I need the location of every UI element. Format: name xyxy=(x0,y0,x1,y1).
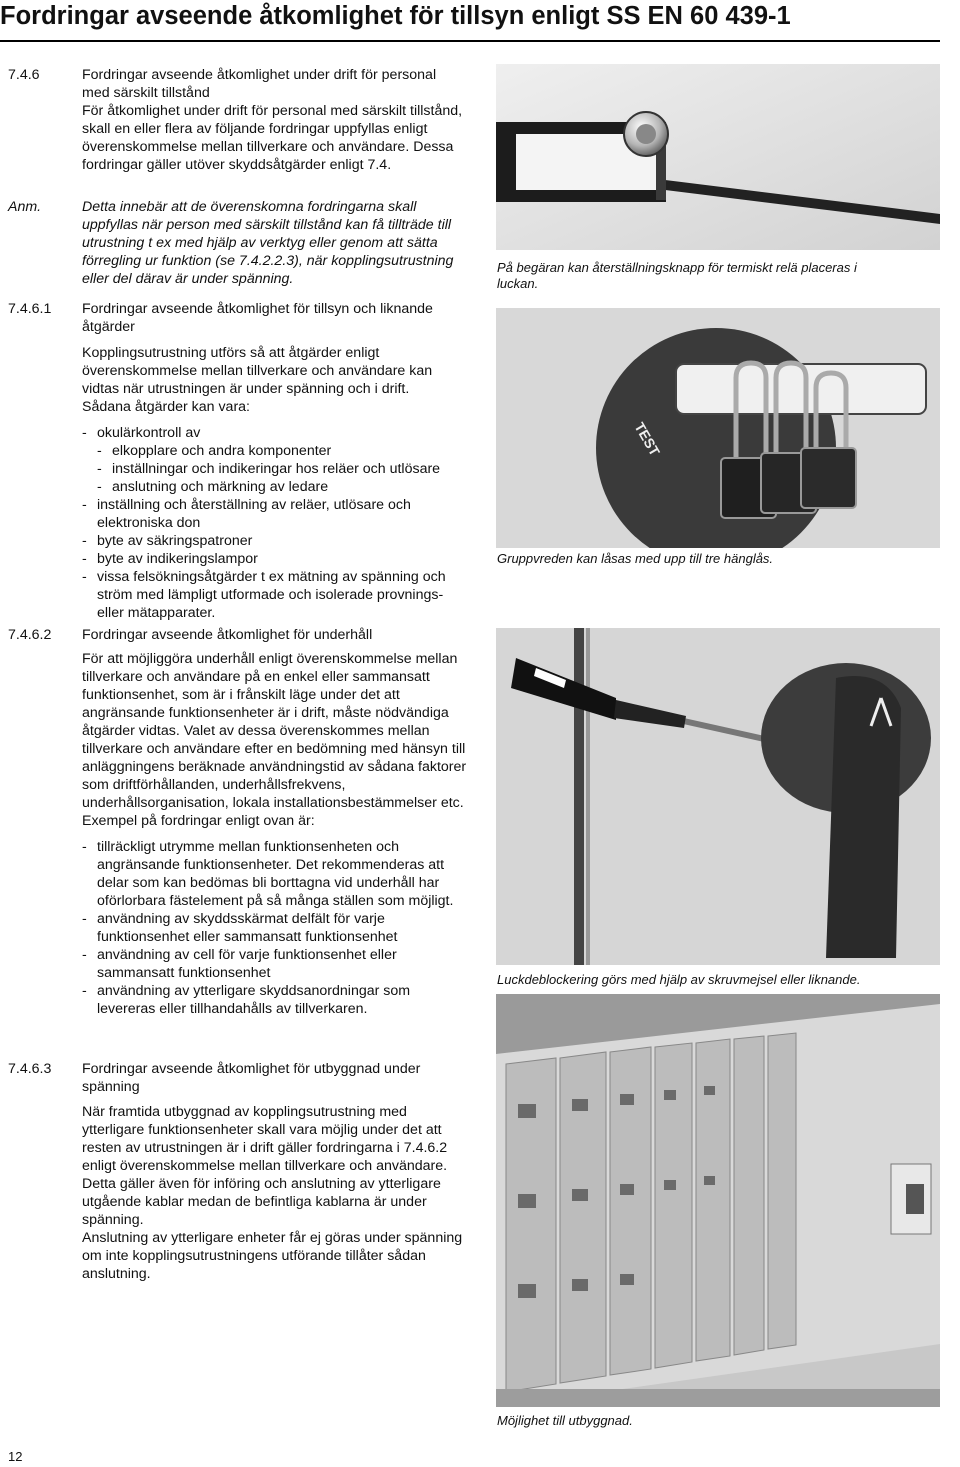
measures-list xyxy=(82,424,467,622)
list-intro: Exempel på fordringar enligt ovan är: xyxy=(82,813,315,829)
section-number-7-4-6-2: 7.4.6.2 xyxy=(8,627,52,643)
list-intro: Sådana åtgärder kan vara: xyxy=(82,399,250,415)
section-heading-7-4-6-1: Fordringar avseende åtkomlighet för tillsyn och liknande åtgärder xyxy=(82,301,433,335)
switch-handle-icon xyxy=(676,364,926,414)
title-rule xyxy=(0,40,940,42)
paragraph: Anslutning av ytterligare enheter får ej göras under spänning om inte kopplingsutrustningens utförande tillåter sådan anslutning. xyxy=(82,1230,463,1282)
section-number-7-4-6-3: 7.4.6.3 xyxy=(8,1061,52,1077)
section-body-7-4-6: För åtkomlighet under drift för personal med särskilt tillstånd, skall en eller flera av följande fordringar uppfyllas enligt överenskommelse mellan tillverkare och användare. Dessa fordringar gäller utöver skyddsåtgärder enligt 7.4. xyxy=(82,103,463,173)
list-item: - inställningar och indikeringar hos reläer och utlösare xyxy=(97,460,467,478)
caption-photo-4: Möjlighet till utbyggnad. xyxy=(497,1413,633,1428)
test-label: TEST xyxy=(631,419,664,459)
paragraph: När framtida utbyggnad av kopplingsutrustning med ytterligare funktionsenheter skall vara möjlig under det att resten av utrustningen är i drift gäller fordringarna i 7.4.6.2 enligt överenskommelse mellan tillverkare och användare. Detta gäller även för införing och anslutning av ytterligare utgående kablar medan de befintliga kablarna är under spänning. xyxy=(82,1104,448,1228)
list-item: - anslutning och märkning av ledare xyxy=(97,478,467,496)
section-heading-7-4-6: Fordringar avseende åtkomlighet under drift för personal med särskilt tillstånd xyxy=(82,67,437,101)
requirements-list xyxy=(82,838,467,1018)
switchgear-icon xyxy=(496,994,940,1407)
list-item: - användning av skyddsskärmat delfält för varje funktionsenhet eller sammansatt funktionsenhet xyxy=(82,910,467,946)
photo-reset-button xyxy=(496,64,940,250)
list-item: - användning av cell för varje funktionsenhet eller sammansatt funktionsenhet xyxy=(82,946,467,982)
photo-door-interlock xyxy=(496,628,940,965)
list-item: - vissa felsökningsåtgärder t ex mätning av spänning och ström med lämpligt utformade och isolerade provnings- eller mätapparater. xyxy=(82,568,467,622)
section-number-7-4-6: 7.4.6 xyxy=(8,67,40,83)
list-item: - byte av säkringspatroner xyxy=(82,532,467,550)
caption-photo-2: Gruppvreden kan låsas med upp till tre hänglås. xyxy=(497,551,774,566)
photo-padlocked-handle xyxy=(496,308,940,548)
page-title: Fordringar avseende åtkomlighet för tillsyn enligt SS EN 60 439-1 xyxy=(0,2,791,30)
note-text: Detta innebär att de överenskomna fordringarna skall uppfyllas när person med särskilt tillstånd kan få tillträde till utrustning t ex med hjälp av verktyg eller genom att sätta förregling ur funktion (se 7.4.2.2.3), när kopplingsutrustning eller del därav är under spänning. xyxy=(82,199,454,287)
list-item: - elkopplare och andra komponenter xyxy=(97,442,467,460)
paragraph: Kopplingsutrustning utförs så att åtgärder enligt överenskommelse mellan tillverkare och användare kan vidtas när utrustningen är under spänning och i drift. xyxy=(82,345,433,397)
list-item: - byte av indikeringslampor xyxy=(82,550,467,568)
section-body-7-4-6-1 xyxy=(82,344,467,622)
list-item: - tillräckligt utrymme mellan funktionsenheten och angränsande funktionsenheter. Det rekommenderas att delar som kan bedömas bli borttagna vid underhåll har oförlorbara fästelement på så många ställen som möjligt. xyxy=(82,838,467,910)
page-number: 12 xyxy=(8,1449,23,1464)
section-number-7-4-6-1: 7.4.6.1 xyxy=(8,301,52,317)
section-body-7-4-6-3 xyxy=(82,1103,467,1283)
paragraph: För att möjliggöra underhåll enligt överenskommelse mellan tillverkare och användare på en enkel eller sammansatt funktionsenhet, som är i frånskilt läge under det att angränsande funktionsenheter är i drift, måste nödvändiga åtgärder vidtas. Valet av dessa överenskommes mellan tillverkare och användare efter en bedömning med hänsyn till anläggningens beräknade användningstid av sådana faktorer som driftförhållanden, underhållsfrekvens, underhållsorganisation, lokala installationsbestämmelser etc. xyxy=(82,651,467,811)
list-item: - okulärkontroll av - elkopplare och andra komponenter - inställningar och indikeringar hos reläer och utlösare - anslutning och märkning av ledare xyxy=(82,424,467,496)
caption-photo-1: På begäran kan återställningsknapp för termiskt relä placeras i luckan. xyxy=(497,260,857,291)
list-item: - användning av ytterligare skyddsanordningar som levereras eller tillhandahålls av tillverkaren. xyxy=(82,982,467,1018)
sub-list xyxy=(97,442,467,496)
note-label: Anm. xyxy=(8,199,42,215)
section-heading-7-4-6-3: Fordringar avseende åtkomlighet för utbyggnad under spänning xyxy=(82,1061,421,1095)
section-body-7-4-6-2 xyxy=(82,650,467,1018)
caption-photo-3: Luckdeblockering görs med hjälp av skruvmejsel eller liknande. xyxy=(497,972,861,987)
reset-button-icon xyxy=(496,64,940,250)
section-heading-7-4-6-2: Fordringar avseende åtkomlighet för underhåll xyxy=(82,627,373,643)
list-item: - inställning och återställning av reläer, utlösare och elektroniska don xyxy=(82,496,467,532)
photo-switchgear xyxy=(496,994,940,1407)
